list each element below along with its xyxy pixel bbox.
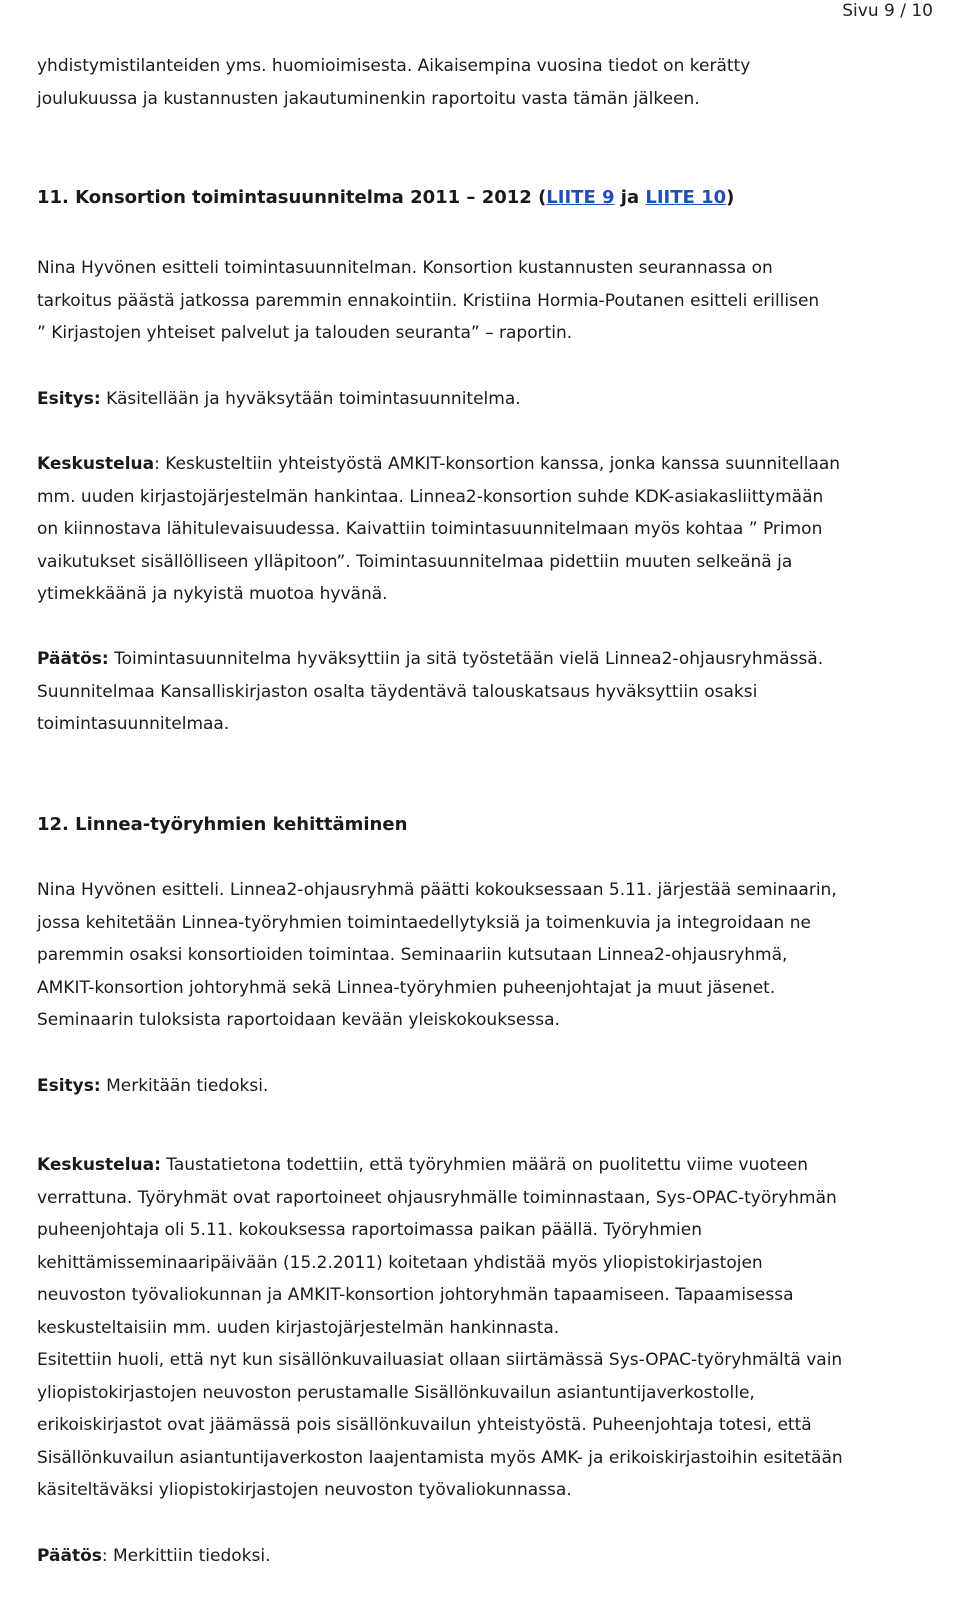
section-12-p1-text: Nina Hyvönen esitteli. Linnea2-ohjausryhmä päätti kokouksessaan 5.11. järjestää seminaarin, jossa kehitetään Linnea-työryhmien toimintaedellytyksiä ja toimenkuvia ja integroidaan ne paremmin osaksi konsortioiden toimintaa. Seminaariin kutsutaan Linnea2-ohjausryhmä, AMKIT-konsortion johtoryhmä sekä Linnea-työryhmien puheenjohtajat ja muut jäsenet. Seminaarin tuloksista raportoidaan kevään yleiskokouksessa. bbox=[37, 880, 837, 1030]
intro-text: yhdistymistilanteiden yms. huomioimisesta. Aikaisempina vuosina tiedot on kerätty joulukuussa ja kustannusten jakautuminenkin raportoitu vasta tämän jälkeen. bbox=[37, 56, 751, 109]
section-12-paragraph-1 bbox=[37, 874, 937, 1037]
section-12-esitys bbox=[37, 1070, 937, 1103]
paatos-label: Päätös: bbox=[37, 649, 109, 669]
section-12-paatos bbox=[37, 1540, 937, 1573]
liite-10-link[interactable]: LIITE 10 bbox=[645, 187, 727, 208]
section-11-heading-prefix: 11. Konsortion toimintasuunnitelma 2011 – 2012 ( bbox=[37, 187, 547, 208]
section-11-esitys bbox=[37, 383, 937, 416]
intro-paragraph bbox=[37, 50, 937, 115]
esitys-text-12: Merkitään tiedoksi. bbox=[100, 1076, 269, 1096]
keskustelua-label-12: Keskustelua: bbox=[37, 1155, 161, 1175]
section-11-keskustelua bbox=[37, 448, 937, 611]
section-11-heading bbox=[37, 182, 937, 214]
keskustelua-text: : Keskusteltiin yhteistyöstä AMKIT-konsortion kanssa, jonka kanssa suunnitellaan mm. uuden kirjastojärjestelmän hankintaa. Linnea2-konsortion suhde KDK-asiakasliittymään on kiinnostava lähitulevaisuudessa. Kaivattiin toimintasuunnitelmaan myös kohtaa ” Primon vaikutukset sisällölliseen ylläpitoon”. Toimintasuunnitelmaa pidettiin muuten selkeänä ja ytimekkäänä ja nykyistä muotoa hyvänä. bbox=[37, 454, 841, 604]
section-12-keskustelua bbox=[37, 1149, 937, 1507]
esitys-text: Käsitellään ja hyväksytään toimintasuunnitelma. bbox=[100, 389, 521, 409]
section-11-paatos bbox=[37, 643, 937, 741]
section-12-heading bbox=[37, 809, 937, 841]
paatos-text: Toimintasuunnitelma hyväksyttiin ja sitä työstetään vielä Linnea2-ohjausryhmässä. Suunnitelmaa Kansalliskirjaston osalta täydentävä talouskatsaus hyväksyttiin osaksi toimintasuunnitelmaa. bbox=[37, 649, 824, 734]
section-11-heading-suffix: ) bbox=[726, 187, 735, 208]
keskustelua-text-12: Taustatietona todettiin, että työryhmien määrä on puolitettu viime vuoteen verrattuna. Työryhmät ovat raportoineet ohjausryhmälle toiminnastaan, Sys-OPAC-työryhmän puheenjohtaja oli 5.11. kokouksessa raportoimassa paikan päällä. Työryhmien kehittämisseminaaripäivään (15.2.2011) koitetaan yhdistää myös yliopistokirjastojen neuvoston työvaliokunnan ja AMKIT-konsortion johtoryhmän tapaamiseen. Tapaamisessa keskusteltaisiin mm. uuden kirjastojärjestelmän hankinnasta. Esitettiin huoli, että nyt kun sisällönkuvailuasiat ollaan siirtämässä Sys-OPAC-työryhmältä vain yliopistokirjastojen neuvoston perustamalle Sisällönkuvailun asiantuntijaverkostolle, erikoiskirjastot ovat jäämässä pois sisällönkuvailun yhteistyöstä. Puheenjohtaja totesi, että Sisällönkuvailun asiantuntijaverkoston laajentamista myös AMK- ja erikoiskirjastoihin esitetään käsiteltäväksi yliopistokirjastojen neuvoston työvaliokunnassa. bbox=[37, 1155, 843, 1500]
esitys-label: Esitys: bbox=[37, 389, 101, 409]
paatos-label-12: Päätös bbox=[37, 1546, 102, 1566]
liite-9-link[interactable]: LIITE 9 bbox=[546, 187, 615, 208]
section-12-title: 12. Linnea-työryhmien kehittäminen bbox=[37, 814, 408, 835]
page-number: Sivu 9 / 10 bbox=[842, 1, 933, 21]
section-11-p1-text: Nina Hyvönen esitteli toimintasuunnitelman. Konsortion kustannusten seurannassa on tarkoitus päästä jatkossa paremmin ennakointiin. Kristiina Hormia-Poutanen esitteli erillisen ” Kirjastojen yhteiset palvelut ja talouden seuranta” – raportin. bbox=[37, 258, 820, 343]
section-11-heading-middle: ja bbox=[614, 187, 646, 208]
keskustelua-label: Keskustelua bbox=[37, 454, 155, 474]
paatos-text-12: : Merkittiin tiedoksi. bbox=[101, 1546, 271, 1566]
section-11-paragraph-1 bbox=[37, 252, 937, 350]
esitys-label-12: Esitys: bbox=[37, 1076, 101, 1096]
